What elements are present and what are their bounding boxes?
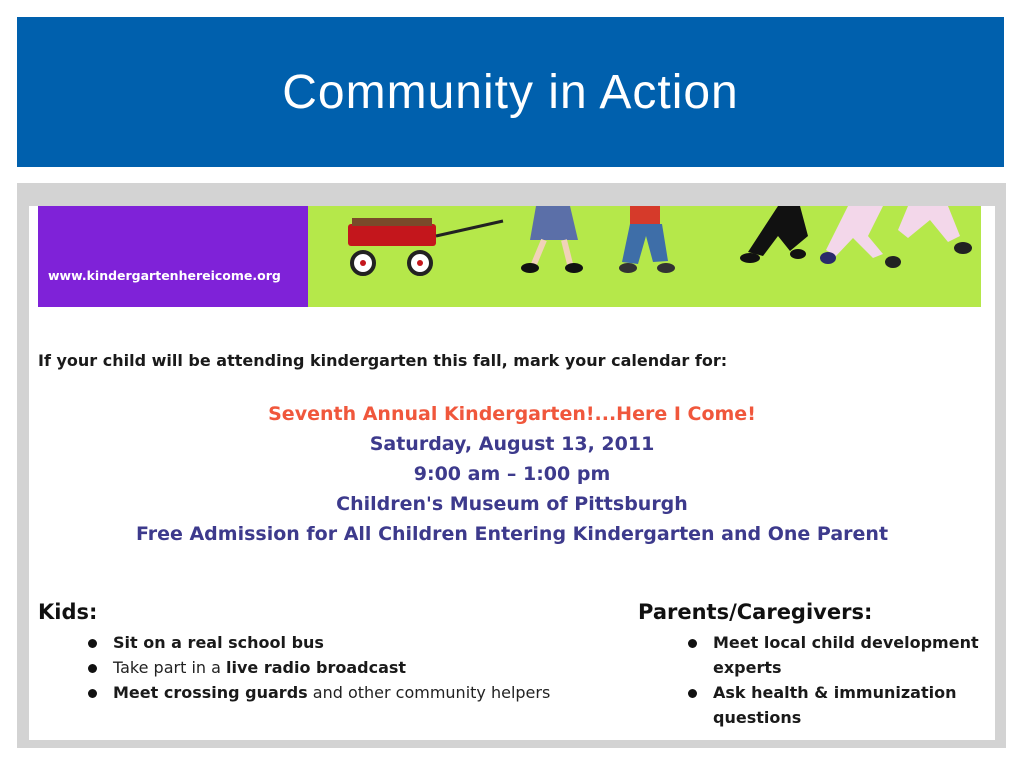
banner-photo-panel	[308, 206, 981, 307]
website-url: www.kindergartenhereicome.org	[48, 268, 281, 283]
item-bold-text: Meet crossing guards	[113, 683, 308, 702]
list-item	[638, 630, 988, 680]
flyer-banner	[38, 206, 981, 307]
slide-header	[17, 17, 1004, 167]
item-text: Take part in a	[113, 658, 227, 677]
red-wagon-icon	[348, 218, 503, 274]
bullet-icon	[88, 639, 97, 648]
list-item	[38, 680, 598, 705]
event-details	[29, 399, 995, 549]
parents-list	[638, 630, 988, 730]
child-figure-icon	[740, 206, 808, 263]
child-figure-icon	[820, 206, 972, 268]
kids-section	[38, 600, 598, 705]
bullet-icon	[88, 664, 97, 673]
slide-title: Community in Action	[282, 65, 739, 119]
event-time: 9:00 am – 1:00 pm	[413, 463, 611, 485]
child-figure-icon	[521, 206, 583, 273]
bullet-icon	[88, 689, 97, 698]
list-item	[638, 680, 988, 730]
intro-text: If your child will be attending kindergarten this fall, mark your calendar for:	[38, 351, 728, 370]
event-title: Seventh Annual Kindergarten!...Here I Come!	[268, 403, 756, 425]
item-bold-text: Ask health & immunization questions	[713, 683, 957, 727]
kids-list	[38, 630, 598, 705]
bullet-icon	[688, 639, 697, 648]
child-figure-icon	[619, 206, 675, 273]
banner-url-panel	[38, 206, 308, 307]
item-bold-text: Meet local child development experts	[713, 633, 979, 677]
event-location: Children's Museum of Pittsburgh	[336, 493, 688, 515]
item-bold-text: Sit on a real school bus	[113, 633, 324, 652]
item-bold-text: live radio broadcast	[226, 658, 407, 677]
event-admission: Free Admission for All Children Entering Kindergarten and One Parent	[135, 523, 889, 545]
kids-heading: Kids:	[38, 600, 98, 624]
item-text: and other community helpers	[307, 683, 551, 702]
children-running-illustration	[308, 206, 981, 307]
event-date: Saturday, August 13, 2011	[369, 433, 655, 455]
list-item	[38, 630, 598, 655]
flyer	[29, 206, 995, 740]
parents-heading: Parents/Caregivers:	[638, 600, 873, 624]
parents-section	[638, 600, 988, 730]
bullet-icon	[688, 689, 697, 698]
list-item	[38, 655, 598, 680]
